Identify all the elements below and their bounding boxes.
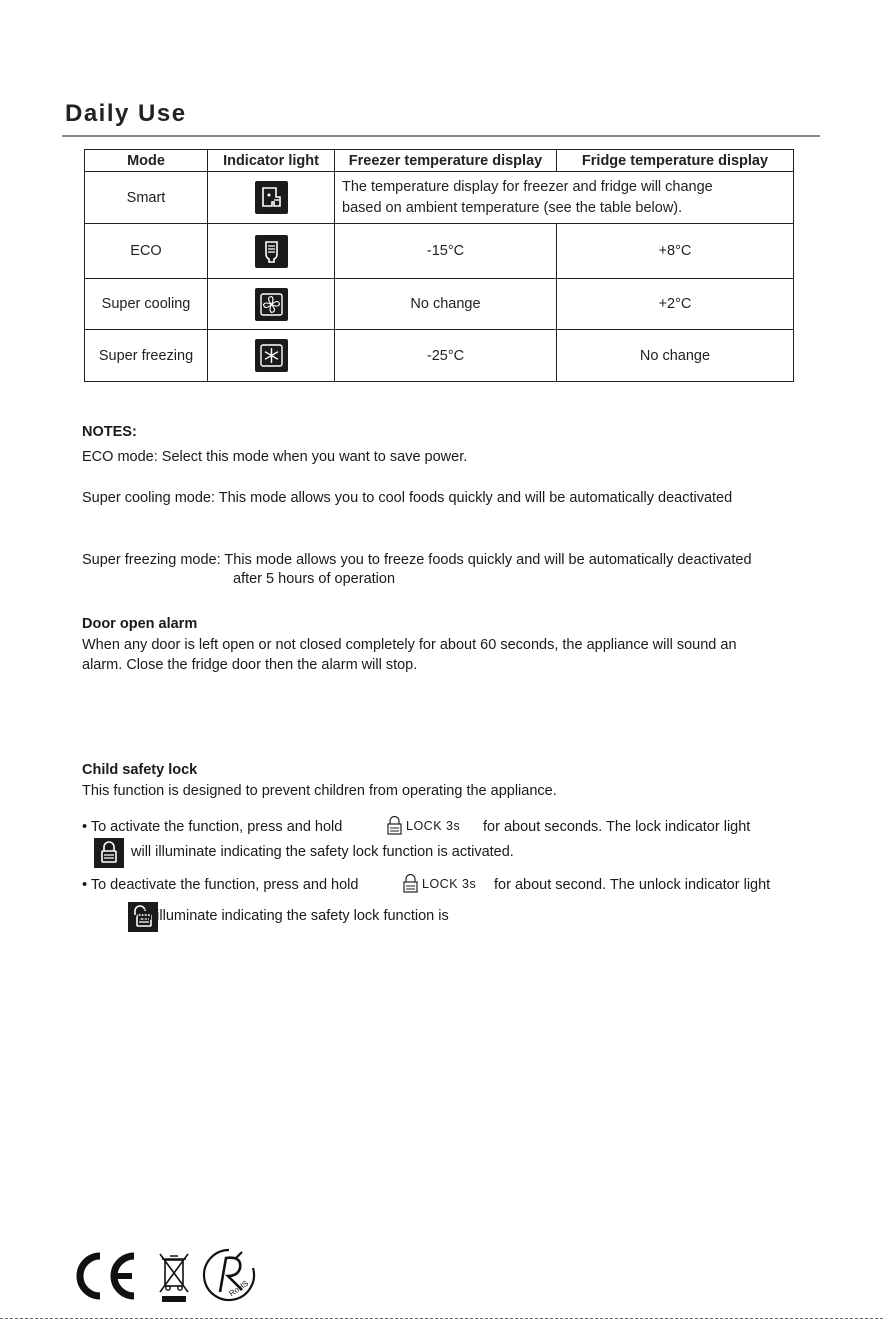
fridge-cell: No change [557,330,794,382]
rohs-circle-icon [200,1246,258,1304]
deactivate-text-c: will illuminate indicating the safety lock function is [132,908,449,924]
mode-cell: Super cooling [85,279,208,330]
note-super-cooling: Super cooling mode: This mode allows you to cool foods quickly and will be automatically deactivated [82,490,733,506]
freezer-cell: No change [335,279,557,330]
smart-note-line1: The temperature display for freezer and fridge will change [342,178,713,195]
section-title: Daily Use [65,100,187,127]
indicator-cell [208,172,335,224]
activate-text-b: for about seconds. The lock indicator light [483,819,751,835]
mode-cell: Smart [85,172,208,224]
ce-mark-icon [70,1250,140,1302]
deactivate-text-a: • To deactivate the function, press and hold [82,877,359,893]
child-lock-intro: This function is designed to prevent children from operating the appliance. [82,783,557,799]
weee-crossed-bin-icon [156,1248,192,1304]
header-mode: Mode [85,150,208,172]
child-lock-heading: Child safety lock [82,762,198,778]
smart-note-line2: based on ambient temperature (see the table below). [342,199,683,216]
mode-cell: ECO [85,224,208,279]
lock-outline-icon [402,874,419,893]
smart-mode-icon [255,181,288,214]
lock-key-deactivate [402,874,476,893]
title-divider [62,135,820,137]
lock-key-label: LOCK 3s [406,818,461,833]
header-indicator-light: Indicator light [208,150,335,172]
activate-text-c: will illuminate indicating the safety lock function is activated. [131,844,514,860]
fan-icon [255,288,288,321]
door-alarm-heading: Door open alarm [82,616,198,632]
rohs-logo [200,1246,258,1304]
lock-outline-icon [386,816,403,835]
fridge-cell: +8°C [557,224,794,279]
freezer-cell: -15°C [335,224,557,279]
freezer-cell: -25°C [335,330,557,382]
lock-indicator-icon [94,838,124,868]
table-row [85,172,794,224]
eco-bulb-icon [255,235,288,268]
table-row [85,279,794,330]
header-freezer-display: Freezer temperature display [335,150,557,172]
indicator-cell [208,279,335,330]
indicator-cell [208,224,335,279]
activate-text-a: • To activate the function, press and hold [82,819,343,835]
rohs-label: RoHS [227,1278,250,1299]
smart-note-cell [335,172,794,224]
fridge-cell: +2°C [557,279,794,330]
table-row [85,224,794,279]
mode-table [84,149,794,382]
note-super-freezing-cont: after 5 hours of operation [233,571,396,587]
lock-key-activate [386,816,460,835]
notes-heading: NOTES: [82,424,137,440]
mode-cell: Super freezing [85,330,208,382]
note-eco: ECO mode: Select this mode when you want to save power. [82,449,468,465]
lock-key-label: LOCK 3s [422,876,477,891]
header-fridge-display: Fridge temperature display [557,150,794,172]
door-alarm-line2: alarm. Close the fridge door then the alarm will stop. [82,657,418,673]
snowflake-icon [255,339,288,372]
indicator-cell [208,330,335,382]
note-super-freezing: Super freezing mode: This mode allows you to freeze foods quickly and will be automatically deactivated [82,552,752,568]
table-row [85,330,794,382]
table-header-row [85,150,794,172]
footer-divider [0,1318,883,1319]
door-alarm-line1: When any door is left open or not closed completely for about 60 seconds, the appliance will sound an [82,637,737,653]
deactivate-text-b: for about second. The unlock indicator light [494,877,771,893]
